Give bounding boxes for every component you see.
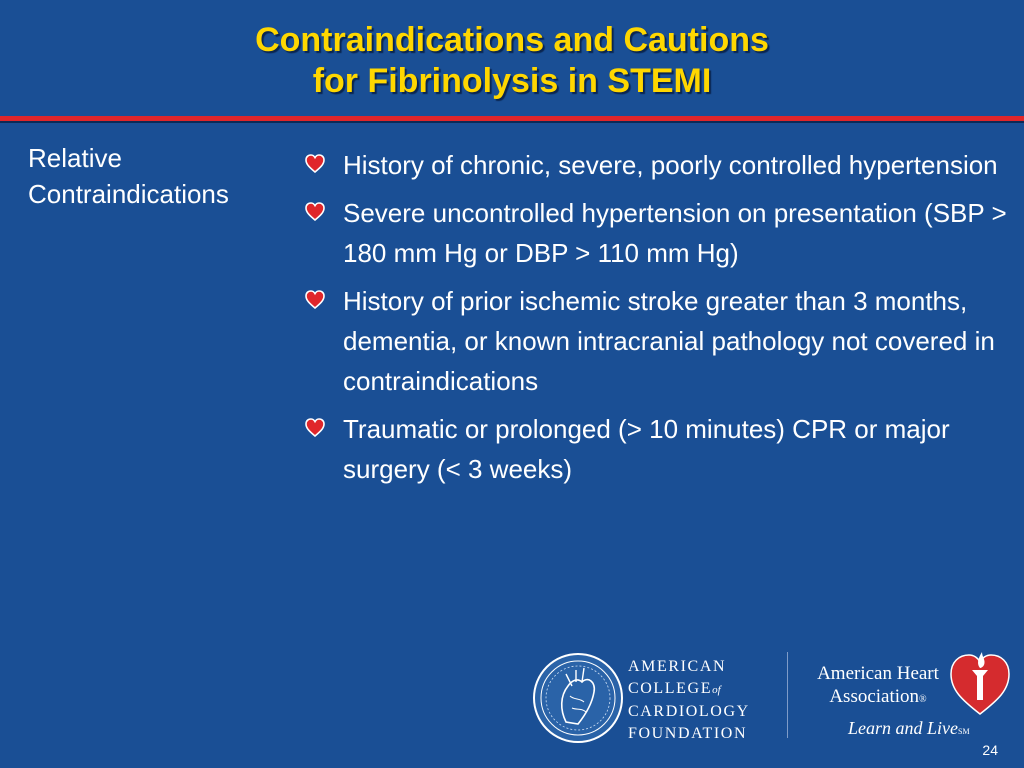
list-item-text: History of chronic, severe, poorly controlled hypertension — [343, 150, 998, 180]
acc-college: COLLEGE — [628, 680, 713, 697]
list-item-text: Severe uncontrolled hypertension on presentation (SBP > 180 mm Hg or DBP > 110 mm Hg) — [343, 198, 1007, 268]
logo-divider — [787, 652, 788, 738]
heart-icon — [305, 154, 325, 173]
heart-icon — [305, 202, 325, 221]
aha-heart-torch-icon — [948, 648, 1012, 716]
section-label-line-1: Relative — [28, 143, 122, 173]
footer-logos — [520, 648, 1020, 748]
section-label-line-2: Contraindications — [28, 179, 229, 209]
acc-wordmark-line-1: AMERICAN — [628, 658, 727, 675]
aha-wordmark-line-1: American Heart — [817, 663, 939, 684]
list-item — [300, 145, 1012, 185]
acc-wordmark — [628, 656, 778, 745]
acc-wordmark-line-2 — [628, 678, 778, 701]
page-number: 24 — [982, 742, 998, 758]
aha-registered-mark: ® — [919, 694, 927, 705]
aha-tagline — [848, 718, 970, 739]
list-item-text: History of prior ischemic stroke greater than 3 months, dementia, or known intracranial pathology not covered in contraindications — [343, 286, 995, 396]
acc-wordmark-line-3: CARDIOLOGY — [628, 703, 750, 720]
section-label — [28, 140, 298, 212]
acc-of: of — [712, 684, 721, 696]
aha-association: Association — [829, 686, 920, 707]
list-item — [300, 409, 1012, 489]
aha-wordmark-line-2 — [798, 685, 958, 711]
list-item-text: Traumatic or prolonged (> 10 minutes) CPR or major surgery (< 3 weeks) — [343, 414, 950, 484]
slide-title-line-1: Contraindications and Cautions — [255, 21, 769, 59]
acc-wordmark-line-4: FOUNDATION — [628, 725, 748, 742]
heart-icon — [305, 290, 325, 309]
acc-seal-logo — [532, 652, 624, 744]
aha-tagline-text: Learn and Live — [848, 718, 958, 738]
list-item — [300, 281, 1012, 401]
list-item — [300, 193, 1012, 273]
title-divider-shadow — [0, 121, 1024, 123]
heart-icon — [305, 418, 325, 437]
aha-tagline-mark: SM — [958, 727, 970, 736]
slide-title — [0, 20, 1024, 102]
aha-wordmark — [798, 662, 958, 711]
contraindication-list — [300, 145, 1012, 497]
slide-title-line-2: for Fibrinolysis in STEMI — [312, 62, 712, 100]
